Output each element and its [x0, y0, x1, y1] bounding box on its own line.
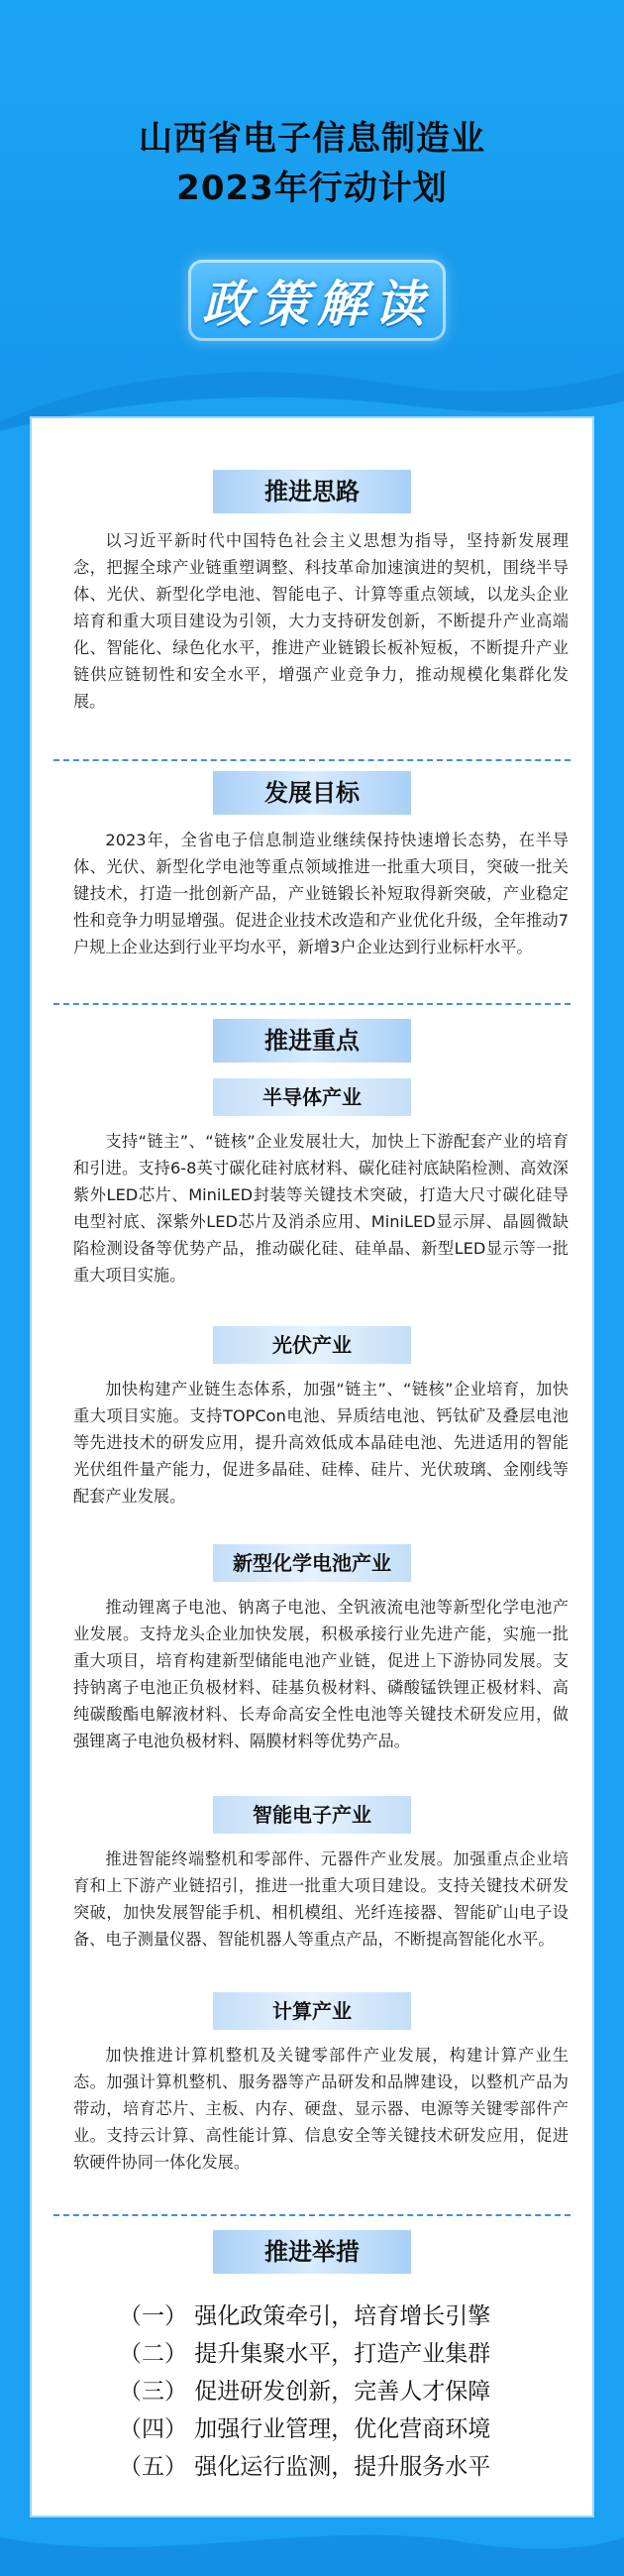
section-heading-focus: 推进重点 [213, 1019, 411, 1063]
goals-paragraph: 2023年，全省电子信息制造业继续保持快速增长态势，在半导体、光伏、新型化学电池等重点领域推进一批重大项目，突破一批关键技术，打造一批创新产品，产业链锻长补短取得新突破，产业稳定性和竞争力明显增强。促进企业技术改造和产业优化升级，全年推动7户规上企业达到行业平均水平，新增3户企业达到行业标杆水平。 [73, 831, 569, 956]
measure-item: （五） 强化运行监测，提升服务水平 [119, 2454, 491, 2480]
subheading-computing: 计算产业 [213, 1992, 411, 2030]
policy-interpretation-badge [188, 260, 446, 341]
measure-item: （一） 强化政策牵引，培育增长引擎 [119, 2303, 491, 2329]
subheading-smart-electronics: 智能电子产业 [213, 1796, 411, 1834]
battery-paragraph: 推动锂离子电池、钠离子电池、全钒液流电池等新型化学电池产业发展。支持龙头企业加快发展，积极承接行业先进产能，实施一批重大项目，培育构建新型储能电池产业链，促进上下游协同发展。支持钠离子电池正负极材料、硅基负极材料、磷酸锰铁锂正极材料、高纯碳酸酯电解液材料、长寿命高安全性电池等关键技术研发应用，做强锂离子电池负极材料、隔膜材料等优势产品。 [73, 1598, 569, 1750]
page-title-line-1: 山西省电子信息制造业 [139, 119, 485, 159]
section-divider [53, 759, 571, 761]
footer-wave-decoration [0, 2518, 624, 2576]
section-heading-goals: 发展目标 [213, 771, 411, 815]
subheading-semiconductor: 半导体产业 [213, 1078, 411, 1116]
measures-list [119, 2297, 535, 2486]
measure-item: （四） 加强行业管理，优化营商环境 [119, 2416, 491, 2442]
ideas-paragraph: 以习近平新时代中国特色社会主义思想为指导，坚持新发展理念，把握全球产业链重塑调整、科技革命加速演进的契机，围绕半导体、光伏、新型化学电池、智能电子、计算等重点领域，以龙头企业培育和重大项目建设为引领，大力支持研发创新，不断提升产业高端化、智能化、绿色化水平，推进产业链锻长板补短板，不断提升产业链供应链韧性和安全水平，增强产业竞争力，推动规模化集群化发展。 [73, 531, 569, 711]
section-divider [53, 1003, 571, 1005]
section-heading-measures: 推进举措 [213, 2230, 411, 2274]
subheading-photovoltaic: 光伏产业 [213, 1326, 411, 1364]
page-title-line-2: 2023年行动计划 [176, 168, 448, 208]
subheading-battery: 新型化学电池产业 [213, 1544, 411, 1582]
badge-label: 政策解读 [202, 276, 432, 333]
section-divider [53, 2214, 571, 2216]
semiconductor-paragraph: 支持“链主”、“链核”企业发展壮大，加快上下游配套产业的培育和引进。支持6-8英寸碳化硅衬底材料、碳化硅衬底缺陷检测、高效深紫外LED芯片、MiniLED封装等关键技术突破，打造大尺寸碳化硅导电型衬底、深紫外LED芯片及消杀应用、MiniLED显示屏、晶圆微缺陷检测设备等优势产品，推动碳化硅、硅单晶、新型LED显示等一批重大项目实施。 [73, 1132, 569, 1285]
photovoltaic-paragraph: 加快构建产业链生态体系，加强“链主”、“链核”企业培育，加快重大项目实施。支持TOPCon电池、异质结电池、钙钛矿及叠层电池等先进技术的研发应用，提升高效低成本晶硅电池、先进适用的智能光伏组件量产能力，促进多晶硅、硅棒、硅片、光伏玻璃、金刚线等配套产业发展。 [73, 1380, 569, 1506]
smart-electronics-paragraph: 推进智能终端整机和零部件、元器件产业发展。加强重点企业培育和上下游产业链招引，推进一批重大项目建设。支持关键技术研发突破，加快发展智能手机、相机模组、光纤连接器、智能矿山电子设备、电子测量仪器、智能机器人等重点产品，不断提高智能化水平。 [73, 1849, 569, 1949]
computing-paragraph: 加快推进计算机整机及关键零部件产业发展，构建计算产业生态。加强计算机整机、服务器等产品研发和品牌建设，以整机产品为带动，培育芯片、主板、内存、硬盘、显示器、电源等关键零部件产业。支持云计算、高性能计算、信息安全等关键技术研发应用，促进软硬件协同一体化发展。 [73, 2046, 569, 2172]
measure-item: （二） 提升集聚水平，打造产业集群 [119, 2341, 491, 2367]
measure-item: （三） 促进研发创新，完善人才保障 [119, 2379, 491, 2405]
section-heading-ideas: 推进思路 [213, 470, 411, 513]
